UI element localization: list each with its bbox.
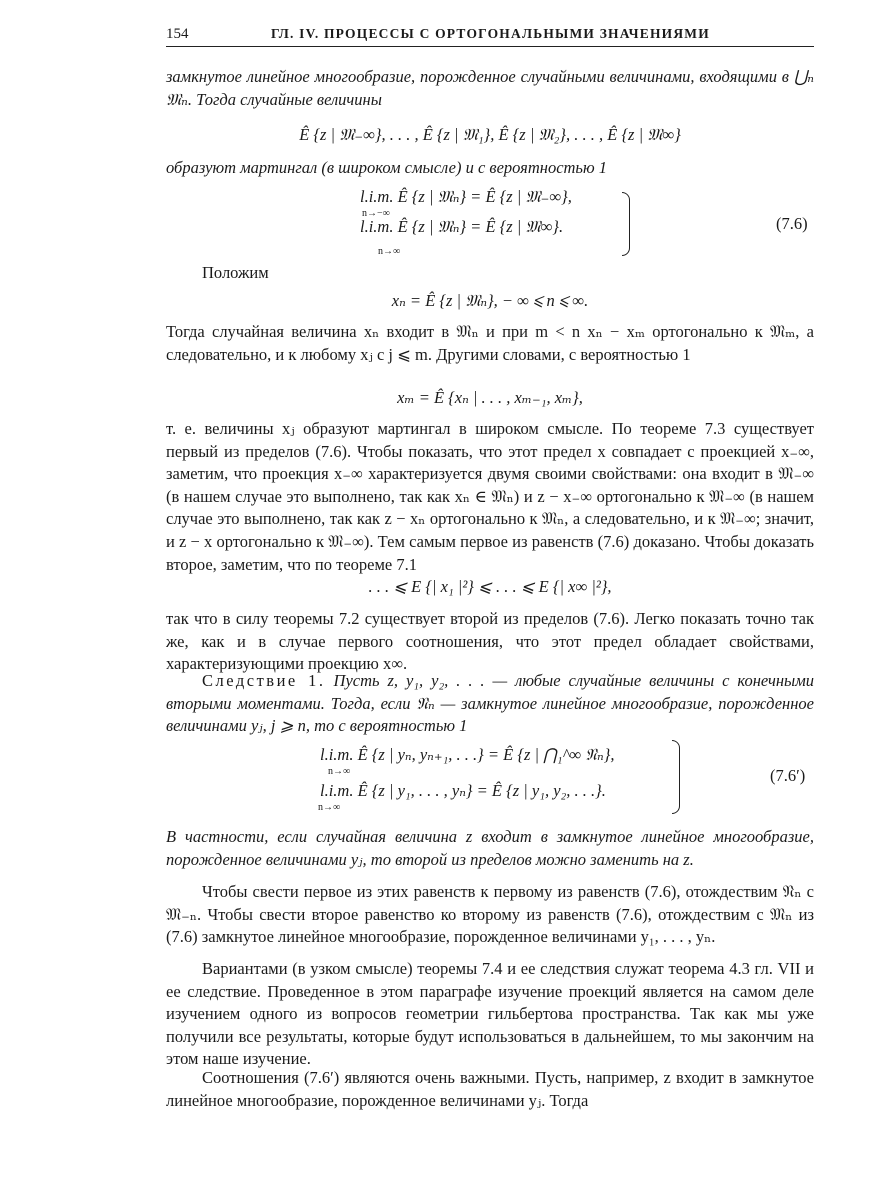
equation-sequence: Ê {z | 𝔐₋∞}, . . . , Ê {z | 𝔐₁}, Ê {z | 𝔐₂}, . . . , Ê {z | 𝔐∞} <box>299 125 681 144</box>
equation-7-6-prime-line-2: l.i.m. Ê {z | y₁, . . . , yₙ} = Ê {z | y₁, y₂, . . .}. <box>320 781 606 800</box>
brace-7-6 <box>622 192 630 256</box>
label-polozhim: Положим <box>202 263 269 282</box>
equation-inequality: . . . ⩽ E {| x₁ |²} ⩽ . . . ⩽ E {| x∞ |²}, <box>368 577 612 596</box>
equation-label-7-6: (7.6) <box>776 214 808 233</box>
equation-xn: xₙ = Ê {z | 𝔐ₙ}, − ∞ ⩽ n ⩽ ∞. <box>391 291 589 310</box>
running-header <box>166 24 814 48</box>
paragraph-reduction: Чтобы свести первое из этих равенств к первому из равенств (7.6), отождествим 𝔑ₙ с 𝔐₋ₙ. Чтобы свести второе равенство ко второму из равенств (7.6), отождествим с 𝔐ₙ из (7.6) замкнутое линейное многообразие, порожденное величинами y₁, . . . , yₙ. <box>166 882 814 947</box>
corollary-1-label: Следствие 1. <box>202 671 326 690</box>
corollary-1 <box>166 670 814 738</box>
equation-xm: xₘ = Ê {xₙ | . . . , xₘ₋₁, xₘ}, <box>397 388 583 407</box>
paragraph-in-particular: В частности, если случайная величина z входит в замкнутое линейное многообразие, порожденное величинами yⱼ, то второй из пределов можно заменить на z. <box>166 827 814 869</box>
paragraph-martingale: образуют мартингал (в широком смысле) и с вероятностью 1 <box>166 158 607 177</box>
header-rule <box>166 46 814 47</box>
paragraph-relations: Соотношения (7.6′) являются очень важными. Пусть, например, z входит в замкнутое линейное многообразие, порожденное величинами yⱼ. Тогда <box>166 1068 814 1110</box>
equation-7-6-prime-line-1: l.i.m. Ê {z | yₙ, yₙ₊₁, . . .} = Ê {z | ⋂₁^∞ 𝔑ₙ}, <box>320 745 615 764</box>
page-number: 154 <box>166 26 189 42</box>
equation-7-6-prime-subscript-2: n→∞ <box>318 802 341 813</box>
equation-7-6 <box>360 186 572 238</box>
paragraph-second-limit: так что в силу теоремы 7.2 существует второй из пределов (7.6). Легко показать точно так же, как и в случае первого соотношения, что этот предел обладает свойствами, характеризующими проекцию x∞. <box>166 609 814 674</box>
brace-7-6-prime <box>672 740 680 814</box>
equation-7-6-line-2: l.i.m. Ê {z | 𝔐ₙ} = Ê {z | 𝔐∞}. <box>360 217 564 236</box>
corollary-1-text: Пусть z, y₁, y₂, . . . — любые случайные величины с конечными вторыми моментами. Тогда, если 𝔑ₙ — замкнутое линейное многообразие, порожденное величинами yⱼ, j ⩾ n, то с вероятностью 1 <box>166 671 815 736</box>
equation-7-6-subscript-1: n→−∞ <box>362 208 390 219</box>
equation-7-6-subscript-2: n→∞ <box>378 246 401 257</box>
paragraph-proof: т. е. величины xⱼ образуют мартингал в широком смысле. По теореме 7.3 существует первый из пределов (7.6). Чтобы показать, что этот предел x совпадает с проекцией x₋∞, заметим, что проекция x₋∞ характеризуется двумя своими свойствами: она входит в 𝔐₋∞ (в нашем случае это выполнено, так как xₙ ∈ 𝔐ₙ) и z − x₋∞ ортогонально к 𝔐₋∞ (в нашем случае это выполнено, так как z − xₙ ортогонально к 𝔐ₙ, а следовательно, и к 𝔐₋∞; значит, и z − x ортогонально к 𝔐₋∞). Тем самым первое из равенств (7.6) доказано. Чтобы доказать второе, заметим, что по теореме 7.1 <box>166 419 814 574</box>
equation-7-6-line-1: l.i.m. Ê {z | 𝔐ₙ} = Ê {z | 𝔐₋∞}, <box>360 187 572 206</box>
paragraph-intro: замкнутое линейное многообразие, порожденное случайными величинами, входящими в ⋃ₙ 𝔐ₙ. Тогда случайные величины <box>166 67 814 109</box>
equation-label-7-6-prime: (7.6′) <box>770 766 806 785</box>
equation-7-6-prime <box>320 744 614 802</box>
paragraph-variants: Вариантами (в узком смысле) теоремы 7.4 и ее следствия служат теорема 4.3 гл. VII и ее следствие. Проведенное в этом параграфе изучение проекций является на самом деле изучением одного из вопросов геометрии гильбертова пространства. Так как мы уже получили все результаты, которые будут использоваться в дальнейшем, то мы закончим на этом наше изучение. <box>166 959 814 1069</box>
equation-7-6-prime-subscript-1: n→∞ <box>328 766 351 777</box>
chapter-title: ГЛ. IV. ПРОЦЕССЫ С ОРТОГОНАЛЬНЫМИ ЗНАЧЕНИЯМИ <box>271 26 710 41</box>
paragraph-orthogonal: Тогда случайная величина xₙ входит в 𝔐ₙ и при m < n xₙ − xₘ ортогонально к 𝔐ₘ, а следовательно, и к любому xⱼ с j ⩽ m. Другими словами, с вероятностью 1 <box>166 322 814 364</box>
